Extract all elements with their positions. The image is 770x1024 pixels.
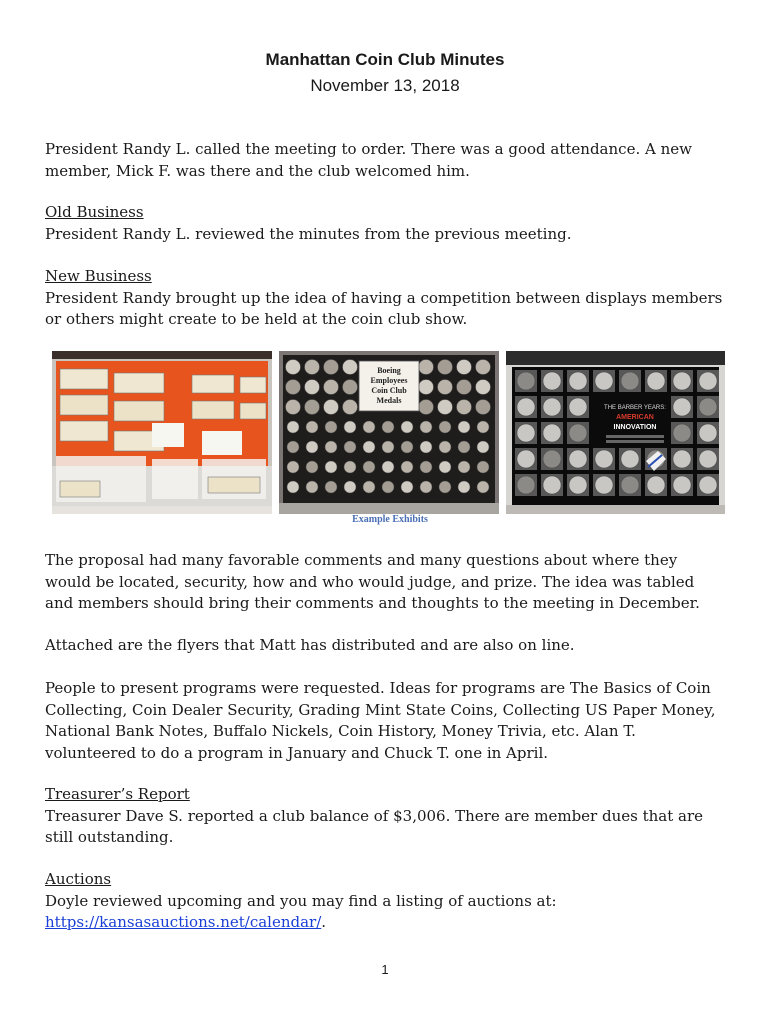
barber-coin [569, 424, 587, 442]
barber-coin [595, 372, 613, 390]
barber-coin [699, 476, 717, 494]
medal-coin [420, 461, 432, 473]
medal-coin [325, 421, 337, 433]
barber-coin [543, 372, 561, 390]
banner-line-2: AMERICAN [616, 414, 654, 421]
new-business-section [45, 266, 725, 331]
medal-coin [344, 461, 356, 473]
medal-coin [344, 481, 356, 493]
medal-coin [458, 481, 470, 493]
medal-coin [419, 380, 434, 395]
treasurer-heading: Treasurer’s Report [45, 785, 190, 803]
barber-coin [517, 372, 535, 390]
medal-coin [287, 461, 299, 473]
medal-coin [476, 380, 491, 395]
barber-coin [517, 476, 535, 494]
barber-coin [647, 476, 665, 494]
sign-line-4: Medals [376, 396, 402, 405]
medal-coin [325, 481, 337, 493]
exhibit-photo-bank-notes [52, 351, 272, 514]
barber-coin [543, 450, 561, 468]
medal-coin [477, 461, 489, 473]
medal-coin [305, 380, 320, 395]
barber-coin [647, 372, 665, 390]
programs-paragraph: People to present programs were requested. Ideas for programs are The Basics of Coin Collecting, Coin Dealer Security, Grading Mint State Coins, Collecting US Paper Money, National Bank Notes, Buffalo Nickels, Coin History, Money Trivia, etc. Alan T. volunteered to do a program in January and Chuck T. one in April. [45, 679, 716, 762]
proposal-paragraph: The proposal had many favorable comments and many questions about where they would be located, security, how and who would judge, and prize. The idea was tabled and members should bring their comments and thoughts to the meeting in December. [45, 551, 700, 612]
medal-coin [439, 481, 451, 493]
barber-coin [569, 372, 587, 390]
barber-coin [699, 450, 717, 468]
sign-line-1: Boeing [377, 366, 401, 375]
treasurer-text: Treasurer Dave S. reported a club balance of $3,006. There are member dues that are still outstanding. [45, 806, 704, 846]
new-business-heading: New Business [45, 267, 152, 285]
banner-line-3: INNOVATION [613, 424, 657, 431]
exhibit-photo-barber-coins [506, 351, 725, 514]
barber-coin [699, 372, 717, 390]
barber-coin [673, 398, 691, 416]
medal-coin [343, 400, 358, 415]
barber-coin [673, 372, 691, 390]
barber-coin [517, 450, 535, 468]
treasurer-section [45, 784, 725, 849]
medal-coin [438, 380, 453, 395]
medal-coin [287, 481, 299, 493]
medal-coin [401, 441, 413, 453]
medal-coin [401, 481, 413, 493]
medal-coin [324, 380, 339, 395]
barber-coin [569, 398, 587, 416]
medal-coin [419, 400, 434, 415]
medal-coin [324, 360, 339, 375]
medal-coin [344, 421, 356, 433]
medal-coin [457, 400, 472, 415]
medal-coin [306, 481, 318, 493]
old-business-heading: Old Business [45, 203, 144, 221]
medal-coin [305, 400, 320, 415]
medal-coin [477, 421, 489, 433]
barber-coin [569, 476, 587, 494]
medal-coin [476, 360, 491, 375]
medal-coin [439, 441, 451, 453]
medal-coin [419, 360, 434, 375]
medal-coin [382, 421, 394, 433]
document-title: Manhattan Coin Club Minutes [265, 50, 505, 69]
medal-coin [306, 461, 318, 473]
medal-coin [325, 441, 337, 453]
barber-coin [595, 450, 613, 468]
medal-coin [458, 421, 470, 433]
auctions-text: Doyle reviewed upcoming and you may find a listing of auctions at: [45, 891, 557, 910]
medal-coin [305, 360, 320, 375]
medal-coin [438, 400, 453, 415]
barber-coin [543, 476, 561, 494]
document-date: November 13, 2018 [310, 76, 460, 95]
medal-coin [287, 441, 299, 453]
barber-coin [595, 476, 613, 494]
medal-coin [344, 441, 356, 453]
medal-coin [382, 441, 394, 453]
medal-coin [420, 421, 432, 433]
sign-line-2: Employees [370, 376, 408, 385]
medal-coin [306, 441, 318, 453]
intro-paragraph: President Randy L. called the meeting to order. There was a good attendance. A new member, Mick F. was there and the club welcomed him. [45, 140, 692, 180]
auctions-link[interactable]: https://kansasauctions.net/calendar/ [45, 913, 322, 931]
flyers-paragraph: Attached are the flyers that Matt has distributed and are also on line. [45, 636, 575, 654]
barber-coin [569, 450, 587, 468]
medal-coin [343, 360, 358, 375]
medal-coin [420, 481, 432, 493]
medal-coin [363, 441, 375, 453]
medal-coin [363, 481, 375, 493]
medal-coin [457, 380, 472, 395]
auctions-link-period: . [321, 913, 327, 931]
barber-coin [621, 476, 639, 494]
barber-coin [517, 398, 535, 416]
medal-coin [287, 421, 299, 433]
barber-coin [621, 450, 639, 468]
medal-coin [457, 360, 472, 375]
medal-coin [420, 441, 432, 453]
page-number: 1 [381, 962, 389, 977]
medal-coin [343, 380, 358, 395]
barber-coin [517, 424, 535, 442]
medal-coin [382, 461, 394, 473]
barber-coin [673, 476, 691, 494]
medal-coin [476, 400, 491, 415]
medal-coin [324, 400, 339, 415]
medal-coin [306, 421, 318, 433]
medal-coin [439, 421, 451, 433]
medal-coin [458, 461, 470, 473]
medal-coin [458, 441, 470, 453]
barber-coin [673, 424, 691, 442]
old-business-section [45, 202, 725, 245]
barber-coin [543, 424, 561, 442]
medal-coin [401, 461, 413, 473]
medal-coin [363, 421, 375, 433]
medal-coin [401, 421, 413, 433]
medal-coin [477, 441, 489, 453]
barber-coin [621, 372, 639, 390]
new-business-text: President Randy brought up the idea of having a competition between displays members or others might create to be held at the coin club show. [45, 288, 723, 328]
medal-coin [382, 481, 394, 493]
sign-line-3: Coin Club [371, 386, 407, 395]
barber-coin [673, 450, 691, 468]
banner-line-1: THE BARBER YEARS: [604, 405, 666, 411]
exhibit-photo-medals [279, 351, 499, 514]
medal-coin [477, 481, 489, 493]
old-business-text: President Randy L. reviewed the minutes from the previous meeting. [45, 224, 572, 243]
auctions-section [45, 869, 725, 934]
barber-coin [699, 424, 717, 442]
medal-coin [286, 380, 301, 395]
medal-coin [325, 461, 337, 473]
medal-coin [363, 461, 375, 473]
auctions-link-line [45, 912, 725, 934]
barber-coin [543, 398, 561, 416]
medal-coin [439, 461, 451, 473]
photo-caption: Example Exhibits [352, 514, 428, 525]
medal-coin [438, 360, 453, 375]
barber-coin [699, 398, 717, 416]
medal-coin [286, 400, 301, 415]
medal-coin [286, 360, 301, 375]
auctions-heading: Auctions [45, 870, 112, 888]
